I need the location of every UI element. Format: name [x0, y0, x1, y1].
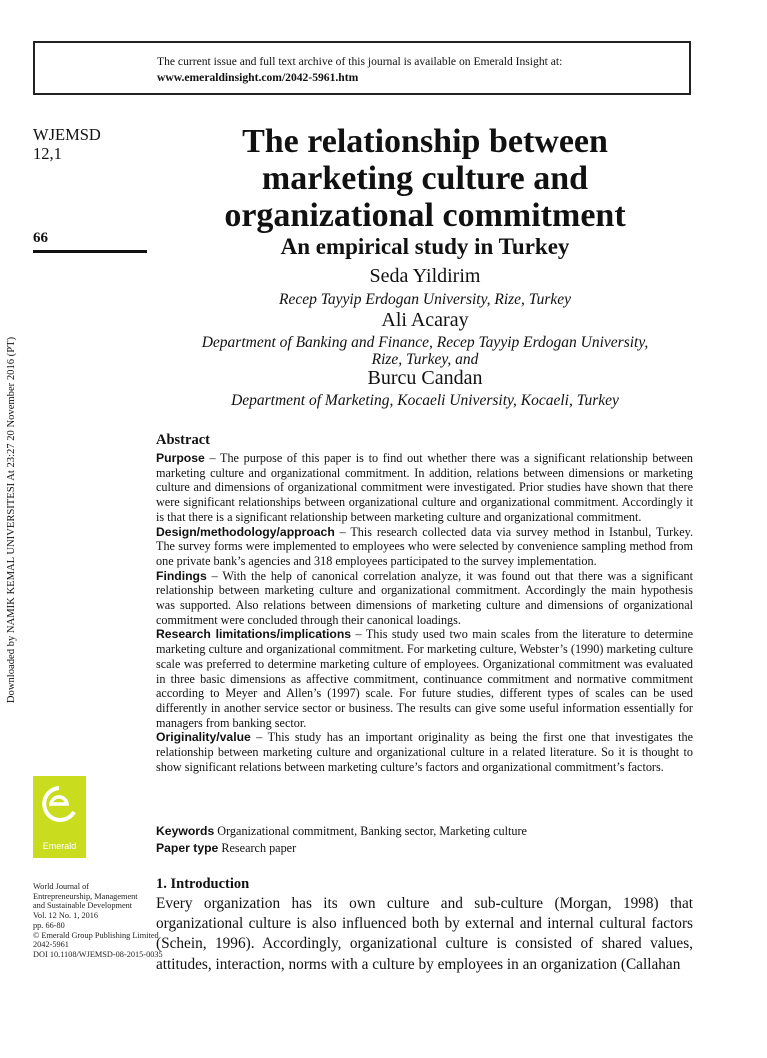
logo-text: Emerald: [42, 841, 77, 851]
journal-volume: 12,1: [33, 144, 62, 163]
publication-info: [33, 882, 163, 960]
download-notice-text: Downloaded by NAMIK KEMAL UNIVERSITESI At 23:27 20 November 2016 (PT): [6, 336, 17, 704]
section-text: – This research collected data via survey method in Istanbul, Turkey. The survey forms were implemented to employees who were selected by convenience sampling method from one private bank’s agencies and 318 employees participated to the survey implementation.: [156, 524, 693, 568]
abstract-limitations: [156, 627, 693, 730]
pub-info-line: © Emerald Group Publishing Limited: [33, 930, 159, 940]
section-label: Findings: [156, 568, 207, 583]
section-text: – This study has an important originality as being the first one that investigates the relationship between marketing culture and organizational culture in a related literature. So it is thought to show significant relations between marketing culture’s factors and organizational commitment’s factors.: [156, 730, 693, 774]
title-line: The relationship between: [242, 123, 608, 160]
section-text: – This study used two main scales from the literature to determine marketing culture and organizational commitment. For marketing culture, Webster’s (1990) marketing culture scale was preferred to determine marketing culture of employees. Organizational commitment was evaluated in three basic dimensions as affective commitment, continuance commitment and normative commitment according to Meyer and Allen’s (1997) scale. For future studies, different types of scales can be used differently in another service sector or business. The results can give some useful information essentially for managers from banking sector.: [156, 627, 694, 730]
emerald-logo: [33, 776, 86, 858]
author-affiliation: Department of Banking and Finance, Recep Tayyip Erdogan University,: [201, 334, 649, 351]
emerald-swirl-icon: [39, 784, 80, 828]
introduction-text: Every organization has its own culture and sub-culture (Morgan, 1998) that organizational culture is also influenced both by external and internal cultural factors (Schein, 1996). Accordingly, organizational culture is consisted of shared values, attitudes, interaction, norms with a culture by employees in an organization (Callahan: [156, 895, 693, 973]
archive-url-link[interactable]: www.emeraldinsight.com/2042-5961.htm: [157, 71, 359, 84]
author-name: Burcu Candan: [367, 367, 483, 389]
abstract-design: [156, 525, 693, 569]
title-line: organizational commitment: [224, 197, 626, 234]
page-rule-divider: [33, 250, 147, 253]
journal-code: [33, 125, 101, 163]
section-label: Originality/value: [156, 730, 251, 745]
section-label: Research limitations/implications: [156, 627, 352, 642]
abstract-findings: [156, 569, 693, 628]
abstract-body: [156, 451, 693, 774]
pub-info-line: DOI 10.1108/WJEMSD-08-2015-0035: [33, 949, 163, 959]
paper-type: [156, 841, 296, 856]
keywords: [156, 824, 527, 839]
author-affiliation: Department of Marketing, Kocaeli University, Kocaeli, Turkey: [231, 392, 619, 409]
download-notice: [5, 299, 19, 741]
section-label: Design/methodology/approach: [156, 524, 335, 539]
abstract-originality: [156, 730, 693, 774]
author-name: Ali Acaray: [381, 309, 469, 331]
journal-abbrev: WJEMSD: [33, 125, 101, 144]
author-affiliation: Rize, Turkey, and: [371, 351, 479, 368]
author-affiliation: Recep Tayyip Erdogan University, Rize, Turkey: [278, 291, 571, 308]
pub-info-line: World Journal of: [33, 882, 90, 891]
pub-info-line: 2042-5961: [33, 940, 69, 950]
paper-type-text: Research paper: [218, 841, 297, 855]
abstract-purpose: [156, 451, 693, 525]
author-name: Seda Yildirim: [369, 265, 481, 287]
article-title: [160, 123, 690, 234]
keywords-text: Organizational commitment, Banking sector, Marketing culture: [214, 824, 527, 838]
paper-type-label: Paper type: [156, 841, 219, 855]
archive-notice-text: The current issue and full text archive of this journal is available on Emerald Insight at:: [157, 55, 563, 68]
pub-info-line: pp. 66-80: [33, 920, 65, 930]
section-label: Purpose: [156, 451, 205, 465]
pub-info-line: Entrepreneurship, Management: [33, 891, 138, 901]
keywords-label: Keywords: [156, 824, 215, 838]
title-line: marketing culture and: [261, 160, 589, 197]
article-subtitle: An empirical study in Turkey: [280, 234, 570, 259]
page-number: 66: [33, 230, 48, 246]
pub-info-line: Vol. 12 No. 1, 2016: [33, 911, 99, 921]
abstract-heading: Abstract: [156, 432, 210, 448]
section-text: – The purpose of this paper is to find out whether there was a significant relationship between marketing culture and organizational commitment. In addition, relations between dimensions or marketing culture and dimensions of organizational commitment were investigated. Prior studies have shown that there were significant relationships between organizational culture and organizational commitment. Accordingly it is that there is a significant relationship between marketing culture and organizational commitment.: [156, 451, 693, 524]
section-heading-introduction: 1. Introduction: [156, 876, 250, 892]
archive-notice-box: [33, 41, 691, 95]
pub-info-line: and Sustainable Development: [33, 901, 133, 911]
section-text: – With the help of canonical correlation analyze, it was found out that there was a significant relationship between marketing culture and organizational commitment. Accordingly the main hypothesis was supported. Also relations between dimensions of marketing culture and dimensions of organizational commitment were concluded through their canonical loadings.: [156, 568, 693, 627]
